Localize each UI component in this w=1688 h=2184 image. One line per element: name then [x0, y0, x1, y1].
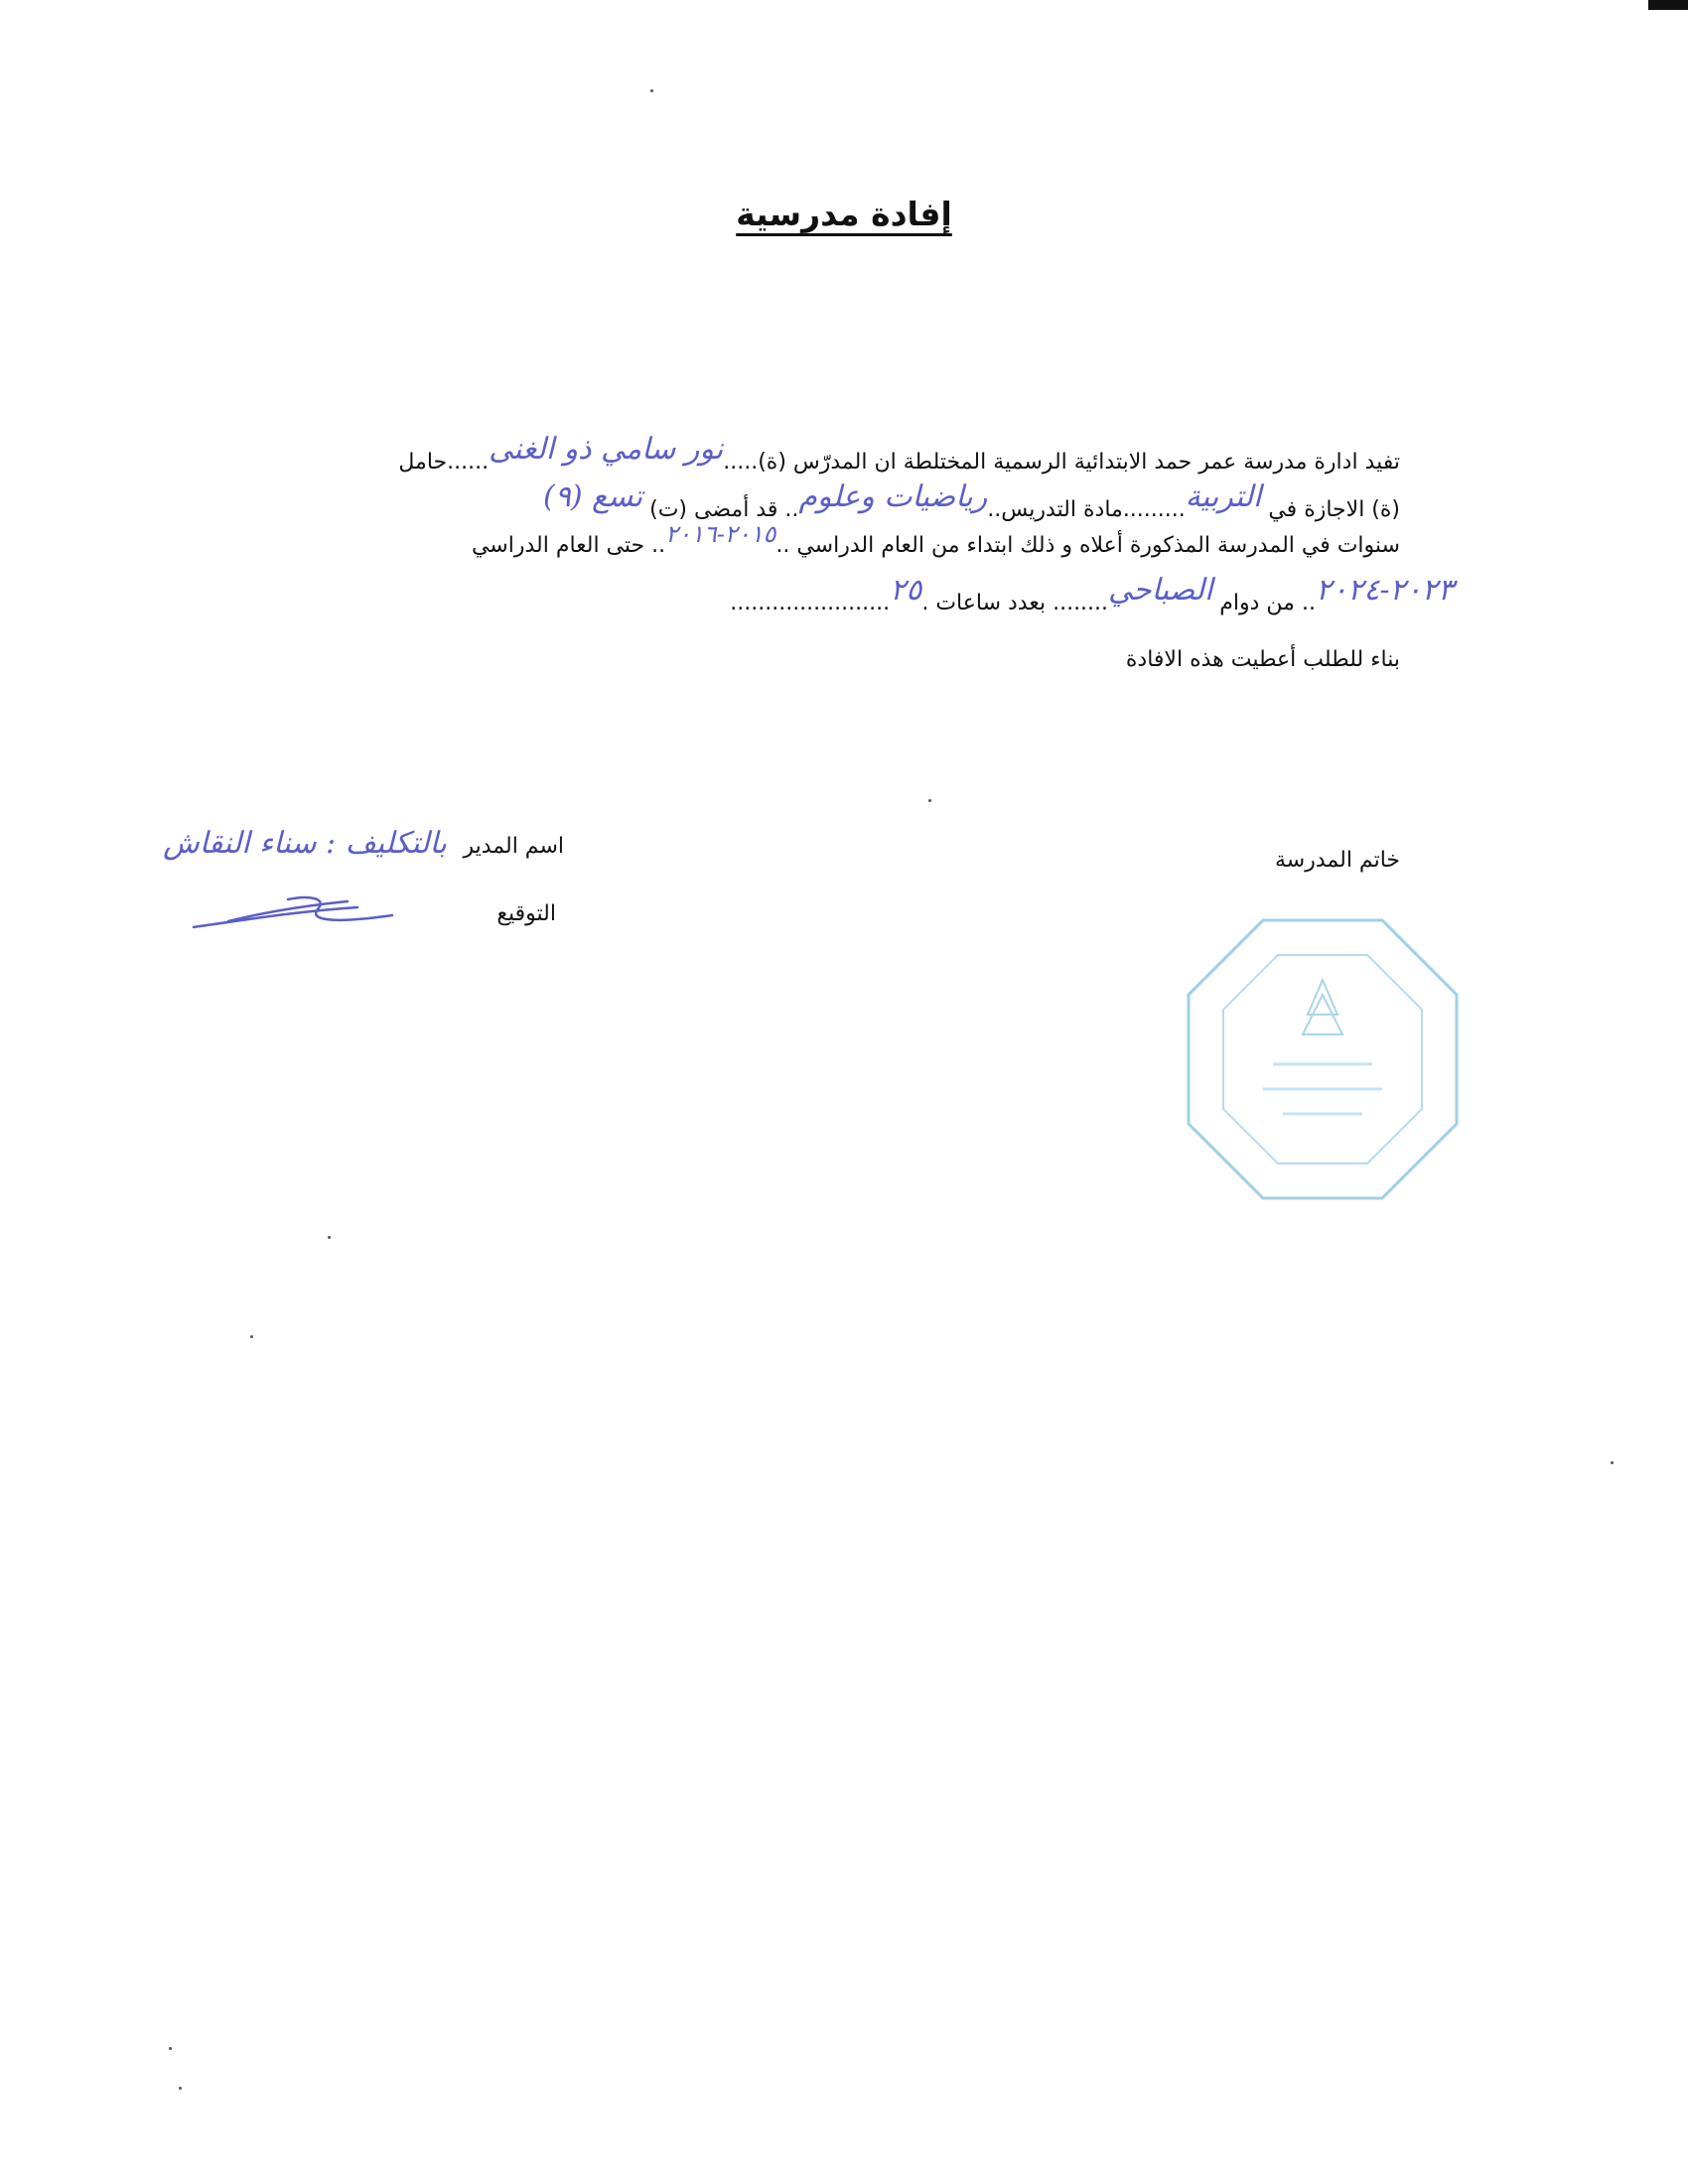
line3-suffix: حتى العام الدراسي: [471, 533, 645, 558]
body-line-1: تفيد ادارة مدرسة عمر حمد الابتدائية الرسمية المختلطة ان المدرّس (ة).....نور سامي ذو الغنى......حامل: [398, 432, 1400, 475]
line2-suffix: قد أمضى (ت): [649, 497, 778, 522]
line4-middle: من دوام: [1219, 591, 1295, 615]
years-handwritten: تسع (٩): [542, 479, 643, 514]
scan-edge-mark: [1648, 0, 1688, 10]
degree-field-handwritten: التربية: [1185, 479, 1262, 514]
body-line-2: (ة) الاجازة في التربية.........مادة التدريس..رياضيات وعلوم.. قد أمضى (ت) تسع (٩): [542, 479, 1400, 522]
line1-prefix: تفيد ادارة مدرسة عمر حمد الابتدائية الرسمية المختلطة ان المدرّس (ة): [758, 450, 1400, 475]
scan-speck: [169, 2047, 172, 2050]
body-line-4: ٢٠٢٣-٢٠٢٤.. من دوام الصباحي........ بعدد ساعات .٢٥.......................: [730, 573, 1454, 615]
document-title: إفادة مدرسية: [736, 195, 952, 233]
signature-label: التوقيع: [496, 901, 556, 926]
hours-handwritten: ٢٥: [890, 573, 922, 608]
line3-prefix: سنوات في المدرسة المذكورة أعلاه و ذلك ابتداء من العام الدراسي: [796, 533, 1400, 558]
school-stamp: [1184, 915, 1462, 1203]
principal-name-handwritten: بالتكليف : سناء النقاش: [163, 826, 447, 861]
start-year-handwritten: ٢٠١٥-٢٠١٦: [665, 520, 776, 548]
scan-speck: [328, 1236, 331, 1239]
subject-handwritten: رياضيات وعلوم: [798, 479, 988, 514]
stamp-label: خاتم المدرسة: [1275, 848, 1400, 873]
principal-label: اسم المدير: [463, 834, 564, 859]
scan-speck: [650, 89, 653, 92]
hours-label: بعدد ساعات: [935, 591, 1047, 615]
line2-prefix: (ة) الاجازة في: [1268, 497, 1400, 522]
signature-scribble: [189, 891, 407, 936]
teacher-name-handwritten: نور سامي ذو الغنى: [489, 432, 724, 467]
scan-speck: [250, 1335, 253, 1338]
end-year-handwritten: ٢٠٢٣-٢٠٢٤: [1315, 573, 1454, 608]
scan-speck: [928, 799, 931, 802]
body-line-3: سنوات في المدرسة المذكورة أعلاه و ذلك ابتداء من العام الدراسي ..٢٠١٥-٢٠١٦.. حتى العام الدراسي: [471, 520, 1400, 558]
closing-line: بناء للطلب أعطيت هذه الافادة: [1125, 647, 1400, 672]
scan-speck: [1611, 1461, 1614, 1464]
line1-suffix: حامل: [398, 450, 448, 475]
line2-middle: مادة التدريس: [1001, 497, 1123, 522]
scan-speck: [179, 2087, 182, 2090]
shift-handwritten: الصباحي: [1108, 573, 1213, 608]
